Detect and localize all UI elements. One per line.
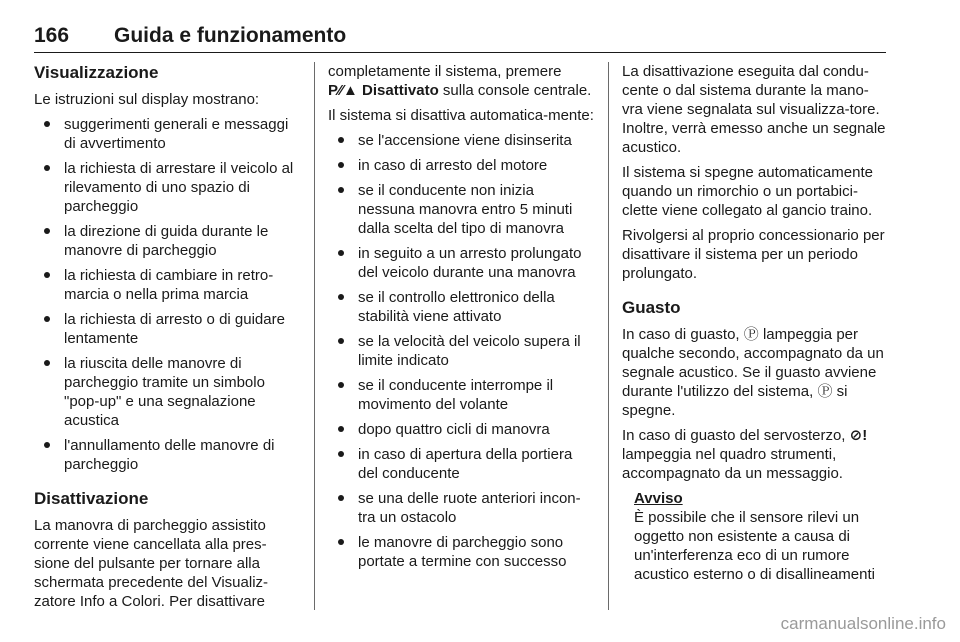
column-3: [622, 62, 888, 584]
list-item: dopo quattro cicli di manovra: [328, 420, 594, 439]
list-item: in seguito a un arresto prolungato del veicolo durante una manovra: [328, 244, 594, 282]
list-item: se il conducente non inizia nessuna manovra entro 5 minuti dalla scelta del tipo di manovra: [328, 181, 594, 238]
parking-indicator-icon: Ⓟ: [743, 326, 759, 343]
dealer-text: Rivolgersi al proprio concessionario per disattivare il sistema per un periodo prolungato.: [622, 227, 885, 282]
heading-guasto: Guasto: [622, 298, 681, 317]
list-item: la richiesta di cambiare in retro-marcia o nella prima marcia: [34, 266, 302, 304]
notice-text: È possibile che il sensore rilevi un oggetto non esistente a causa di un'interferenza eco di un rumore acustico esterno o di disallineamenti: [634, 509, 875, 583]
parking-indicator-icon: Ⓟ: [817, 383, 833, 400]
list-item: la richiesta di arresto o di guidare lentamente: [34, 310, 302, 348]
trailer-text: Il sistema si spegne automaticamente quando un rimorchio o un portabici-clette viene collegato al gancio traino.: [622, 164, 873, 219]
chapter-title: Guida e funzionamento: [114, 24, 347, 47]
list-item: suggerimenti generali e messaggi di avvertimento: [34, 115, 302, 153]
heading-disattivazione: Disattivazione: [34, 489, 149, 508]
deactivation-text: La manovra di parcheggio assistito corrente viene cancellata alla pres-sione del pulsante per tornare alla schermata precedente del Visualiz-zatore Info a Colori. Per disattivare: [34, 517, 269, 610]
page-header: [34, 22, 886, 53]
list-item: se la velocità del veicolo supera il limite indicato: [328, 332, 594, 370]
parking-assist-icon: P⁄⁄▲: [328, 82, 358, 99]
display-instructions-list: [34, 115, 302, 474]
list-item: se il controllo elettronico della stabilità viene attivato: [328, 288, 594, 326]
list-item: le manovre di parcheggio sono portate a termine con successo: [328, 533, 594, 571]
column-1: [34, 62, 302, 617]
watermark: carmanualsonline.info: [780, 614, 946, 633]
list-item: se il conducente interrompe il movimento del volante: [328, 376, 594, 414]
deactivation-continued: completamente il sistema, premere P⁄⁄▲ Disattivato sulla console centrale.: [328, 63, 592, 99]
steering-warning-icon: ⊘!: [849, 427, 868, 444]
steering-fault-text: In caso di guasto del servosterzo, ⊘! lampeggia nel quadro strumenti, accompagnato da un messaggio.: [622, 427, 868, 482]
button-label: Disattivato: [362, 82, 439, 99]
fault-text: In caso di guasto, Ⓟ lampeggia per qualche secondo, accompagnato da un segnale acustico. Se il guasto avviene durante l'utilizzo del sistema, Ⓟ si spegne.: [622, 326, 884, 419]
list-item: l'annullamento delle manovre di parcheggio: [34, 436, 302, 474]
intro-text: Le istruzioni sul display mostrano:: [34, 91, 260, 108]
deactivation-notice-text: La disattivazione eseguita dal condu-cente o dal sistema durante la mano-vra viene segnalata sul visualizza-tore. Inoltre, verrà emesso anche un segnale acustico.: [622, 63, 886, 156]
list-item: la riuscita delle manovre di parcheggio tramite un simbolo "pop-up" e una segnalazione acustica: [34, 354, 302, 430]
page-number: 166: [34, 24, 70, 47]
list-item: la richiesta di arrestare il veicolo al rilevamento di uno spazio di parcheggio: [34, 159, 302, 216]
list-item: in caso di apertura della portiera del conducente: [328, 445, 594, 483]
list-item: in caso di arresto del motore: [328, 156, 594, 175]
heading-visualizzazione: Visualizzazione: [34, 63, 159, 82]
auto-deactivation-list: [328, 131, 594, 571]
notice-box: [622, 489, 888, 584]
list-item: se una delle ruote anteriori incon-tra un ostacolo: [328, 489, 594, 527]
auto-deactivation-intro: Il sistema si disattiva automatica-mente:: [328, 107, 594, 124]
column-divider-2: [608, 62, 609, 610]
list-item: se l'accensione viene disinserita: [328, 131, 594, 150]
list-item: la direzione di guida durante le manovre di parcheggio: [34, 222, 302, 260]
column-2: [328, 62, 594, 577]
column-divider-1: [314, 62, 315, 610]
notice-title: Avviso: [634, 490, 683, 507]
